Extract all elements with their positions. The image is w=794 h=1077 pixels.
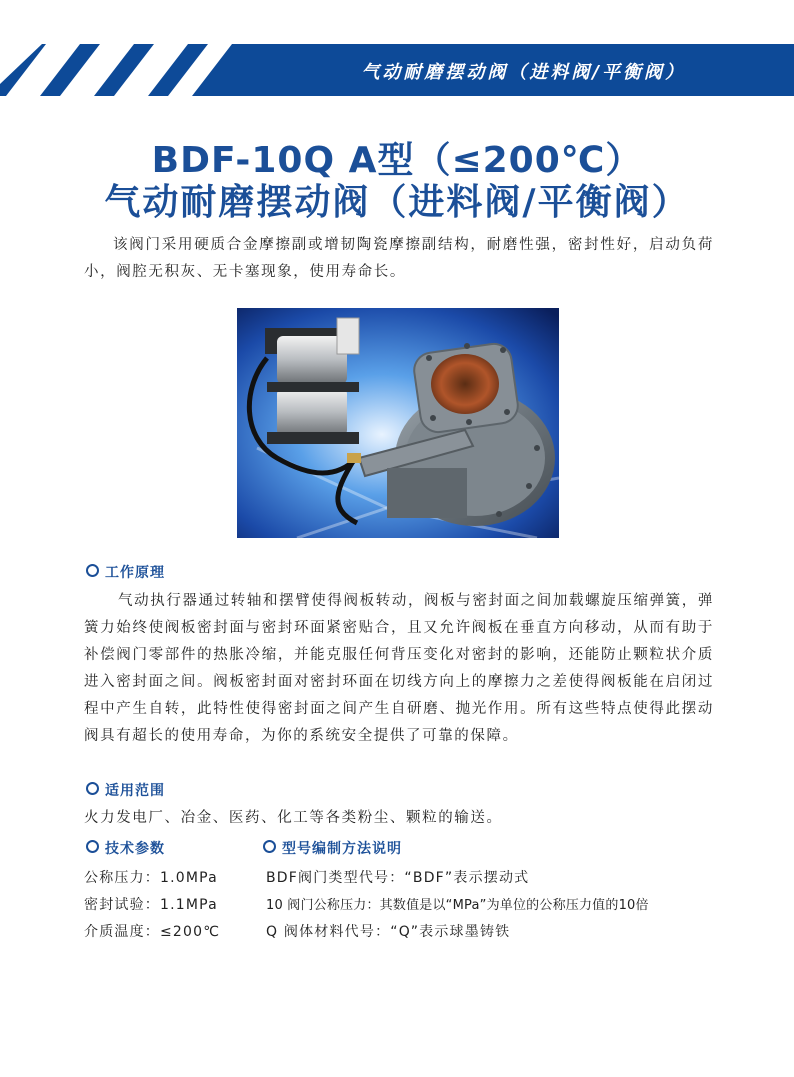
principle-heading <box>86 562 165 582</box>
header-band-title: 气动耐磨摆动阀（进料阀/平衡阀） <box>361 62 686 83</box>
product-name-title: 气动耐磨摆动阀（进料阀/平衡阀） <box>104 182 690 223</box>
model-naming-heading-text: 型号编制方法说明 <box>282 841 402 857</box>
intro-paragraph: 该阀门采用硬质合金摩擦副或增韧陶瓷摩擦副结构，耐磨性强，密封性好，启动负荷小，阀腔无积灰、无卡塞现象，使用寿命长。 <box>84 237 714 280</box>
tech-params-heading <box>86 838 165 858</box>
principle-heading-text: 工作原理 <box>105 565 165 581</box>
product-model-title: BDF-10Q A型（≤200℃） <box>151 140 643 181</box>
valve-product-photo <box>237 308 559 538</box>
model-type-code: BDF阀门类型代号：“BDF”表示摆动式 <box>266 870 530 886</box>
model-pressure-code: 10 阀门公称压力：其数值是以“MPa”为单位的公称压力值的10倍 <box>266 898 649 913</box>
param-nominal-pressure: 公称压力：1.0MPa <box>84 870 218 886</box>
scope-heading-text: 适用范围 <box>105 783 165 799</box>
param-medium-temperature: 介质温度：≤200℃ <box>84 924 221 940</box>
tech-params-heading-text: 技术参数 <box>105 841 165 857</box>
model-naming-heading <box>263 838 402 858</box>
circle-bullet-icon <box>86 840 99 853</box>
principle-paragraph: 气动执行器通过转轴和摆臂使得阀板转动，阀板与密封面之间加载螺旋压缩弹簧，弹簧力始终使阀板密封面与密封环面紧密贴合，且又允许阀板在垂直方向移动，从而有助于补偿阀门零部件的热胀冷缩，并能克服任何背压变化对密封的影响，还能防止颗粒状介质进入密封面之间。阀板密封面对密封环面在切线方向上的摩擦力之差使得阀板能在启闭过程中产生自转，此特性使得密封面之间产生自研磨、抛光作用。所有这些特点使得此摆动阀具有超长的使用寿命，为你的系统安全提供了可靠的保障。 <box>84 593 714 744</box>
scope-paragraph: 火力发电厂、冶金、医药、化工等各类粉尘、颗粒的输送。 <box>84 810 503 826</box>
circle-bullet-icon <box>86 782 99 795</box>
scope-heading <box>86 780 165 800</box>
model-material-code: Q 阀体材料代号：“Q”表示球墨铸铁 <box>266 924 511 940</box>
param-seal-test: 密封试验：1.1MPa <box>84 897 218 913</box>
circle-bullet-icon <box>263 840 276 853</box>
circle-bullet-icon <box>86 564 99 577</box>
